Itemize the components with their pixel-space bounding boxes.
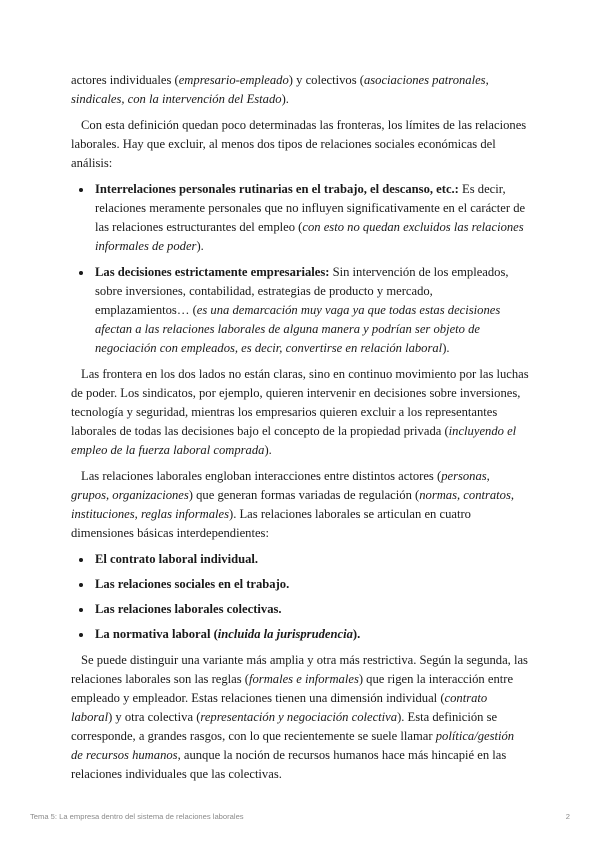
text: Sin intervención de los empleados, sobre inversiones, contabilidad, estrategias de producto y mercado, emplazamientos… ( bbox=[95, 265, 509, 317]
italic-text: formales e informales bbox=[249, 672, 359, 686]
bold-text: Las relaciones sociales en el trabajo. bbox=[95, 577, 290, 591]
page-footer bbox=[30, 812, 570, 826]
text: ) que rigen la interacción entre empleado y empleador. Estas relaciones tienen una dimensión individual ( bbox=[71, 672, 514, 705]
italic-text: empresario-empleado bbox=[178, 73, 289, 87]
bold-text: Las decisiones estrictamente empresariales: bbox=[95, 265, 330, 279]
list-item bbox=[93, 575, 529, 594]
bold-italic-text: incluida la jurisprudencia bbox=[217, 627, 353, 641]
footer-title: Tema 5: La empresa dentro del sistema de relaciones laborales bbox=[30, 812, 244, 821]
text: Se puede distinguir una variante más amplia y otra más restrictiva. Según la segunda, las relaciones laborales son las reglas ( bbox=[71, 653, 528, 686]
italic-text: es una demarcación muy vaga ya que todas estas decisiones afectan a las relaciones laborales de alguna manera y podrían ser objeto de negociación con empleados, es decir, convertirse en relación laboral bbox=[95, 303, 501, 355]
italic-text: incluyendo el empleo de la fuerza laboral comprada bbox=[71, 424, 517, 457]
text: ). bbox=[196, 239, 204, 253]
text: Es decir, relaciones meramente personales que no influyen significativamente en el carácter de las relaciones estructurantes del empleo ( bbox=[95, 182, 526, 234]
text: ) y colectivos ( bbox=[288, 73, 364, 87]
italic-text: contrato laboral bbox=[71, 691, 488, 724]
page-number: 2 bbox=[565, 812, 570, 821]
text: actores individuales ( bbox=[71, 73, 179, 87]
text: Con esta definición quedan poco determinadas las fronteras, los límites de las relaciones laborales. Hay que excluir, al menos dos tipos de relaciones sociales económicas del análisis: bbox=[71, 118, 527, 170]
text: ). bbox=[442, 341, 450, 355]
text: ). bbox=[264, 443, 272, 457]
text: Las relaciones laborales engloban interacciones entre distintos actores ( bbox=[81, 469, 442, 483]
paragraph bbox=[71, 651, 529, 784]
list-item bbox=[93, 625, 529, 644]
text: ). bbox=[281, 92, 289, 106]
italic-text: representación y negociación colectiva bbox=[200, 710, 398, 724]
document-body bbox=[71, 71, 529, 791]
paragraph bbox=[71, 116, 529, 173]
paragraph bbox=[71, 467, 529, 543]
italic-text: personas, grupos, organizaciones bbox=[71, 469, 490, 502]
bold-text: La normativa laboral ( bbox=[95, 627, 218, 641]
text: ). Esta definición se corresponde, a grandes rasgos, con lo que recientemente se suele llamar bbox=[71, 710, 498, 743]
bullet-list bbox=[71, 550, 529, 644]
list-item bbox=[93, 180, 529, 256]
bullet-list bbox=[71, 180, 529, 358]
bold-text: Las relaciones laborales colectivas. bbox=[95, 602, 282, 616]
italic-text: política/gestión de recursos humanos bbox=[71, 729, 515, 762]
text: ) y otra colectiva ( bbox=[108, 710, 201, 724]
text: , aunque la noción de recursos humanos hace más hincapié en las relaciones individuales que las colectivas. bbox=[71, 748, 507, 781]
text: Las frontera en los dos lados no están claras, sino en continuo movimiento por las luchas de poder. Los sindicatos, por ejemplo, quieren intervenir en decisiones sobre inversiones, tecnología y seguridad, mientras los empresarios quieren excluir a los representantes laborales de todas las decisiones bajo el concepto de la propiedad privada ( bbox=[71, 367, 529, 438]
list-item bbox=[93, 263, 529, 358]
italic-text: con esto no quedan excluidos las relaciones informales de poder bbox=[95, 220, 524, 253]
bold-text: ). bbox=[352, 627, 361, 641]
list-item bbox=[93, 600, 529, 619]
text: ). Las relaciones laborales se articulan en cuatro dimensiones básicas interdependientes: bbox=[71, 507, 471, 540]
bold-text: El contrato laboral individual. bbox=[95, 552, 259, 566]
paragraph bbox=[71, 365, 529, 460]
bold-text: Interrelaciones personales rutinarias en el trabajo, el descanso, etc.: bbox=[95, 182, 459, 196]
paragraph bbox=[71, 71, 529, 109]
text: ) que generan formas variadas de regulación ( bbox=[188, 488, 420, 502]
italic-text: normas, contratos, instituciones, reglas informales bbox=[71, 488, 515, 521]
italic-text: asociaciones patronales, sindicales, con la intervención del Estado bbox=[71, 73, 489, 106]
list-item bbox=[93, 550, 529, 569]
